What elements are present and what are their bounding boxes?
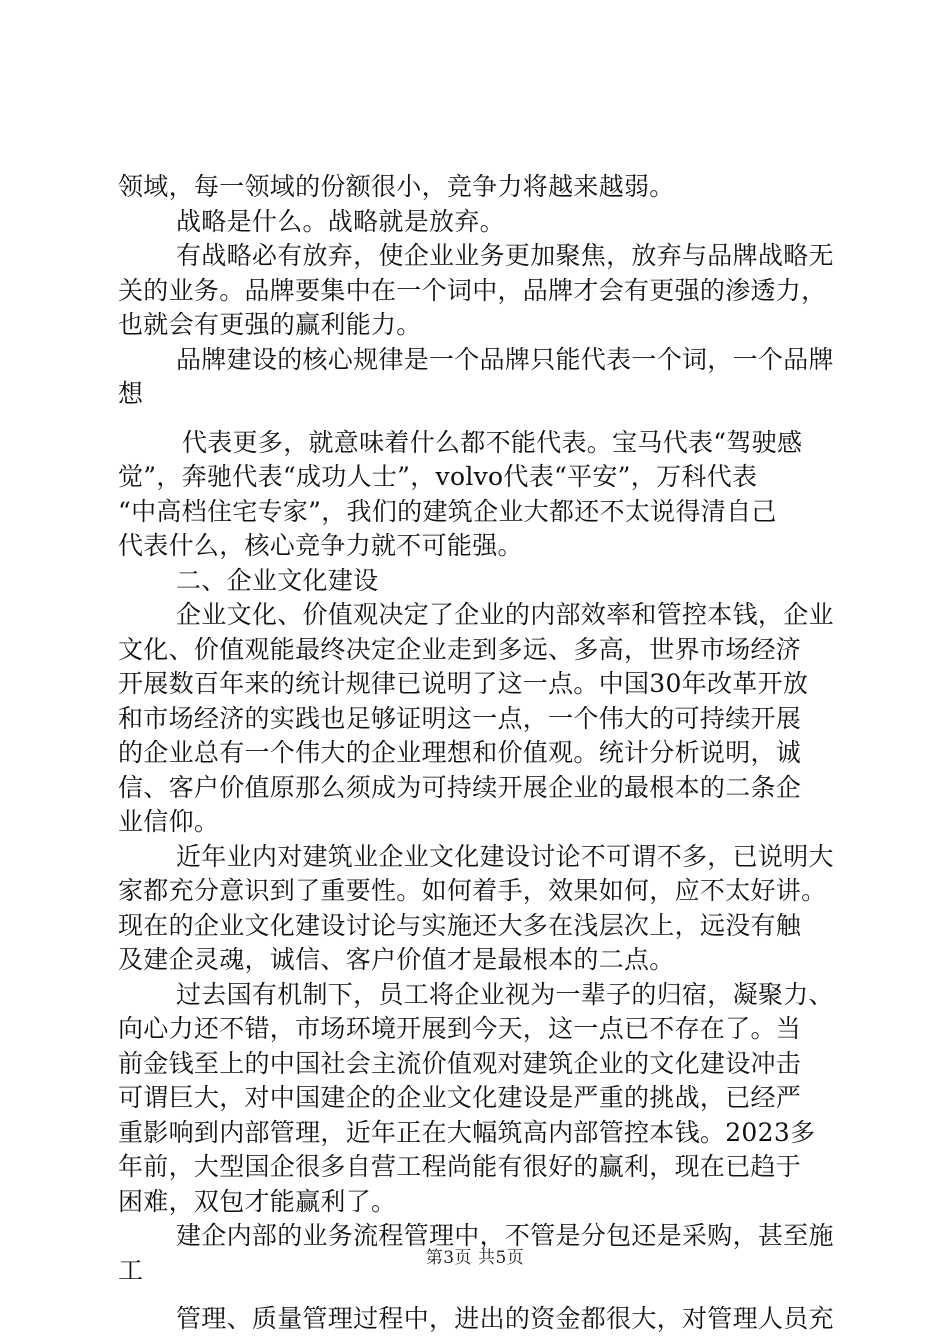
text-line: 过去国有机制下，员工将企业视为一辈子的归宿，凝聚力、: [176, 979, 834, 1009]
text-line: 年前，大型国企很多自营工程尚能有很好的赢利，现在已趋于: [118, 1152, 802, 1181]
text-line: 领域，每一领域的份额很小，竞争力将越来越弱。: [118, 172, 675, 201]
text-line: 可谓巨大，对中国建企的企业文化建设是严重的挑战，已经严: [118, 1083, 802, 1112]
text-line: 业信仰。: [118, 807, 220, 836]
text-line: 品牌建设的核心规律是一个品牌只能代表一个词，一个品牌: [176, 344, 834, 374]
text-line: 代表什么，核心竞争力就不可能强。: [118, 531, 523, 560]
text-line: 向心力还不错，市场环境开展到今天，这一点已不存在了。当: [118, 1014, 802, 1043]
text-line: 想: [118, 379, 144, 408]
text-line: 建企内部的业务流程管理中，不管是分包还是采购，甚至施: [176, 1221, 834, 1250]
page-footer: [0, 1243, 950, 1268]
page-number: 第3页 共5页: [425, 1248, 525, 1268]
text-line: 的企业总有一个伟大的企业理想和价值观。统计分析说明，诚: [118, 738, 802, 767]
text-line: 和市场经济的实践也足够证明这一点，一个伟大的可持续开展: [118, 703, 802, 733]
text-line: 现在的企业文化建设讨论与实施还大多在浅层次上，远没有触: [118, 910, 802, 940]
text-line: 也就会有更强的赢利能力。: [118, 310, 422, 339]
text-line: 工: [118, 1255, 144, 1285]
text-line: 开展数百年来的统计规律已说明了这一点。中国30年改革开放: [118, 669, 809, 698]
text-line: 战略是什么。战略就是放弃。: [176, 206, 505, 236]
text-line: 代表更多，就意味着什么都不能代表。宝马代表“驾驶感: [182, 427, 803, 457]
text-line: 困难，双包才能赢利了。: [118, 1186, 397, 1216]
text-line: 文化、价值观能最终决定企业走到多远、多高，世界市场经济: [118, 634, 802, 664]
text-line: 管理、质量管理过程中，进出的资金都很大，对管理人员充: [176, 1304, 834, 1333]
text-line: 信、客户价值原那么须成为可持续开展企业的最根本的二条企: [118, 772, 802, 802]
text-line: 重影响到内部管理，近年正在大幅筑高内部管控本钱。2023多: [118, 1117, 816, 1147]
text-line: 及建企灵魂，诚信、客户价值才是最根本的二点。: [118, 945, 675, 974]
section-heading: 二、企业文化建设: [176, 565, 379, 595]
text-line: “中高档住宅专家”，我们的建筑企业大都还不太说得清自己: [118, 496, 777, 526]
text-line: 觉”，奔驰代表“成功人士”，volvo代表“平安”，万科代表: [118, 462, 758, 491]
text-line: 前金钱至上的中国社会主流价值观对建筑企业的文化建设冲击: [118, 1048, 802, 1078]
document-body: [118, 170, 836, 1337]
text-line: 有战略必有放弃，使企业业务更加聚焦，放弃与品牌战略无: [176, 241, 834, 270]
text-line: 企业文化、价值观决定了企业的内部效率和管控本钱，企业: [176, 600, 834, 629]
text-line: 近年业内对建筑业企业文化建设讨论不可谓不多，已说明大: [176, 841, 834, 871]
text-line: 家都充分意识到了重要性。如何着手，效果如何，应不太好讲。: [118, 876, 827, 905]
text-line: 关的业务。品牌要集中在一个词中，品牌才会有更强的渗透力，: [118, 275, 827, 305]
